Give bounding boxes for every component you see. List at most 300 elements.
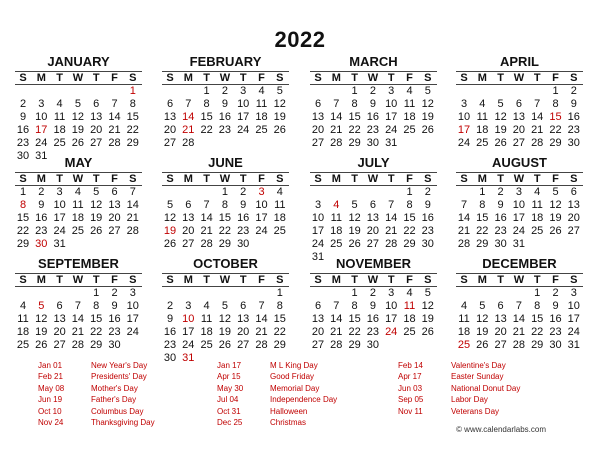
calendar-day: 30 bbox=[163, 352, 177, 364]
calendar-day: 24 bbox=[53, 225, 66, 237]
weekday-label: S bbox=[166, 274, 174, 286]
calendar-day: 25 bbox=[53, 137, 66, 149]
calendar-day: 10 bbox=[512, 199, 526, 211]
calendar-day: 21 bbox=[385, 225, 398, 237]
holiday-name: Memorial Day bbox=[270, 383, 320, 393]
weekday-label: M bbox=[36, 72, 46, 84]
weekday-label: S bbox=[129, 72, 137, 84]
calendar-day: 10 bbox=[567, 300, 580, 312]
calendar-day: 13 bbox=[366, 212, 380, 224]
calendar-day: 7 bbox=[388, 199, 395, 211]
calendar-day: 22 bbox=[348, 326, 361, 338]
holiday-date-label: Nov 11 bbox=[398, 406, 423, 416]
calendar-day: 27 bbox=[512, 137, 526, 149]
calendar-day: 13 bbox=[311, 111, 325, 123]
holiday-date-label: Jan 01 bbox=[38, 361, 63, 370]
calendar-day: 27 bbox=[366, 238, 380, 250]
calendar-day: 2 bbox=[19, 98, 27, 110]
calendar-day: 12 bbox=[218, 313, 232, 325]
calendar-day: 8 bbox=[479, 199, 486, 211]
calendar-day: 2 bbox=[570, 85, 577, 97]
calendar-day: 8 bbox=[351, 300, 358, 312]
weekday-label: W bbox=[72, 173, 84, 185]
calendar-day: 13 bbox=[311, 313, 325, 325]
calendar-day: 15 bbox=[531, 313, 544, 325]
calendar-day: 12 bbox=[273, 98, 286, 110]
weekday-label: M bbox=[183, 274, 193, 286]
calendar-day: 29 bbox=[273, 339, 286, 351]
calendar-day: 5 bbox=[424, 287, 431, 299]
calendar-day: 25 bbox=[200, 339, 213, 351]
weekday-label: F bbox=[552, 72, 559, 84]
calendar-day: 5 bbox=[276, 85, 283, 97]
calendar-day: 8 bbox=[276, 300, 283, 312]
weekday-label: W bbox=[513, 274, 525, 286]
calendar-day: 24 bbox=[237, 124, 250, 136]
calendar-day: 22 bbox=[126, 124, 139, 136]
calendar-day: 15 bbox=[476, 212, 489, 224]
calendar-day: 2 bbox=[166, 300, 174, 312]
calendar-day: 16 bbox=[366, 111, 380, 123]
calendar-day: 16 bbox=[567, 111, 580, 123]
calendar-day: 24 bbox=[385, 124, 398, 136]
calendar-day: 4 bbox=[460, 300, 468, 312]
holiday-name: Presidents' Day bbox=[91, 372, 147, 382]
calendar-day: 23 bbox=[549, 326, 562, 338]
calendar-day: 16 bbox=[108, 313, 121, 325]
calendar-day: 30 bbox=[567, 137, 580, 149]
calendar-day: 15 bbox=[90, 313, 103, 325]
calendar-day: 21 bbox=[531, 124, 544, 136]
calendar-day: 4 bbox=[56, 98, 63, 110]
calendar-day: 6 bbox=[166, 98, 174, 110]
holiday-name: M L King Day bbox=[270, 361, 318, 370]
calendar-day: 28 bbox=[255, 339, 268, 351]
calendar-day: 25 bbox=[71, 225, 85, 237]
holiday-name: National Donut Day bbox=[451, 383, 521, 393]
calendar-day: 20 bbox=[512, 124, 526, 136]
calendar-day: 15 bbox=[403, 212, 416, 224]
holiday-date-label: Jun 03 bbox=[398, 383, 423, 393]
holiday-name: Labor Day bbox=[451, 395, 488, 405]
calendar-day: 27 bbox=[311, 339, 325, 351]
holiday-date-label: May 30 bbox=[217, 383, 244, 393]
calendar-day: 22 bbox=[218, 225, 232, 237]
calendar-day: 9 bbox=[221, 98, 228, 110]
calendar-day: 9 bbox=[369, 300, 376, 312]
holiday-name: Columbus Day bbox=[91, 406, 144, 416]
weekday-label: S bbox=[460, 274, 468, 286]
calendar-day: 6 bbox=[314, 98, 322, 110]
calendar-day: 1 bbox=[276, 287, 283, 299]
calendar-day: 19 bbox=[549, 212, 562, 224]
footer-credit[interactable]: © www.calendarlabs.com bbox=[456, 425, 546, 434]
calendar-day: 11 bbox=[72, 199, 84, 211]
weekday-header bbox=[15, 71, 142, 85]
holiday-date-label: Oct 10 bbox=[38, 406, 62, 416]
calendar-day: 7 bbox=[515, 300, 522, 312]
calendar-day: 2 bbox=[497, 186, 504, 198]
calendar-day: 24 bbox=[512, 225, 526, 237]
weekday-label: T bbox=[533, 173, 541, 185]
calendar-day: 8 bbox=[406, 199, 413, 211]
holiday-name: Easter Sunday bbox=[451, 372, 504, 382]
calendar-day: 3 bbox=[314, 199, 322, 211]
calendar-day: 1 bbox=[479, 186, 486, 198]
calendar-day: 24 bbox=[311, 238, 325, 250]
calendar-day: 7 bbox=[333, 300, 340, 312]
calendar-day: 30 bbox=[237, 238, 250, 250]
calendar-day: 2 bbox=[369, 287, 376, 299]
weekday-label: S bbox=[424, 72, 432, 84]
weekday-label: S bbox=[276, 173, 284, 185]
weekday-label: F bbox=[552, 274, 559, 286]
holiday-date: 5 bbox=[38, 300, 45, 312]
calendar-day: 10 bbox=[457, 111, 471, 123]
calendar-day: 16 bbox=[218, 111, 232, 123]
weekday-label: F bbox=[258, 72, 265, 84]
month-name: AUGUST bbox=[492, 155, 547, 170]
holiday-date-label: Apr 17 bbox=[398, 372, 422, 382]
calendar-day: 3 bbox=[460, 98, 468, 110]
calendar-day: 20 bbox=[494, 326, 507, 338]
calendar-day: 6 bbox=[240, 300, 247, 312]
weekday-label: S bbox=[166, 173, 174, 185]
calendar-day: 10 bbox=[126, 300, 139, 312]
weekday-label: F bbox=[406, 72, 413, 84]
weekday-label: W bbox=[513, 173, 525, 185]
holiday-date: 10 bbox=[182, 313, 195, 325]
weekday-label: W bbox=[72, 274, 84, 286]
calendar-day: 4 bbox=[203, 300, 210, 312]
calendar-day: 1 bbox=[534, 287, 541, 299]
calendar-day: 9 bbox=[240, 199, 247, 211]
calendar-day: 17 bbox=[512, 212, 526, 224]
weekday-label: T bbox=[387, 173, 395, 185]
weekday-label: W bbox=[367, 173, 379, 185]
calendar-day: 23 bbox=[366, 124, 380, 136]
calendar-day: 18 bbox=[16, 326, 30, 338]
calendar-day: 4 bbox=[534, 186, 541, 198]
calendar-day: 11 bbox=[403, 98, 416, 110]
calendar-day: 13 bbox=[90, 111, 103, 123]
holiday-date-label: Feb 14 bbox=[398, 361, 423, 370]
calendar-day: 4 bbox=[406, 85, 413, 97]
holiday-date: 4 bbox=[333, 199, 340, 211]
holiday-date: 17 bbox=[35, 124, 48, 136]
holiday-date: 8 bbox=[19, 199, 27, 211]
calendar-day: 28 bbox=[385, 238, 398, 250]
calendar-day: 31 bbox=[53, 238, 66, 250]
calendar-day: 10 bbox=[385, 98, 398, 110]
calendar-day: 8 bbox=[221, 199, 228, 211]
calendar-day: 7 bbox=[534, 98, 541, 110]
calendar-day: 24 bbox=[457, 137, 471, 149]
calendar-day: 12 bbox=[421, 98, 434, 110]
calendar-day: 12 bbox=[421, 300, 434, 312]
weekday-label: T bbox=[497, 173, 504, 185]
calendar-day: 1 bbox=[406, 186, 413, 198]
calendar-day: 7 bbox=[258, 300, 265, 312]
weekday-label: S bbox=[19, 173, 27, 185]
calendar-day: 18 bbox=[200, 326, 213, 338]
weekday-label: S bbox=[570, 72, 578, 84]
calendar-day: 27 bbox=[311, 137, 325, 149]
holiday-date-label: May 08 bbox=[38, 383, 65, 393]
calendar-day: 9 bbox=[19, 111, 27, 123]
calendar-day: 15 bbox=[16, 212, 30, 224]
weekday-header bbox=[162, 273, 289, 287]
calendar-day: 16 bbox=[35, 212, 48, 224]
holiday-name: Father's Day bbox=[91, 395, 137, 405]
calendar-day: 29 bbox=[549, 137, 562, 149]
calendar-day: 25 bbox=[476, 137, 489, 149]
weekday-label: S bbox=[314, 72, 322, 84]
calendar-day: 27 bbox=[237, 339, 250, 351]
holiday-date: 14 bbox=[182, 111, 195, 123]
calendar-day: 16 bbox=[16, 124, 30, 136]
calendar-day: 21 bbox=[457, 225, 471, 237]
calendar-day: 6 bbox=[93, 98, 100, 110]
weekday-label: S bbox=[460, 173, 468, 185]
calendar-day: 2 bbox=[111, 287, 118, 299]
holiday-date-label: Oct 31 bbox=[217, 406, 241, 416]
calendar-day: 13 bbox=[53, 313, 66, 325]
calendar-day: 8 bbox=[129, 98, 136, 110]
calendar-day: 13 bbox=[567, 199, 580, 211]
calendar-day: 9 bbox=[111, 300, 118, 312]
calendar-day: 23 bbox=[567, 124, 580, 136]
calendar-day: 15 bbox=[348, 313, 361, 325]
weekday-label: S bbox=[424, 274, 432, 286]
calendar-day: 25 bbox=[16, 339, 30, 351]
calendar-day: 21 bbox=[330, 124, 343, 136]
calendar-day: 28 bbox=[108, 137, 121, 149]
calendar-day: 21 bbox=[512, 326, 526, 338]
calendar-day: 20 bbox=[108, 212, 121, 224]
month-name: FEBRUARY bbox=[189, 54, 262, 69]
weekday-label: S bbox=[129, 274, 137, 286]
weekday-label: F bbox=[111, 72, 118, 84]
weekday-label: M bbox=[183, 173, 193, 185]
weekday-label: T bbox=[203, 173, 210, 185]
weekday-label: W bbox=[219, 72, 231, 84]
calendar-day: 17 bbox=[126, 313, 139, 325]
calendar-day: 21 bbox=[255, 326, 268, 338]
weekday-header bbox=[456, 273, 583, 287]
month-name: DECEMBER bbox=[482, 256, 557, 271]
calendar-day: 6 bbox=[369, 199, 376, 211]
calendar-day: 2 bbox=[240, 186, 247, 198]
calendar-day: 17 bbox=[182, 326, 195, 338]
calendar-day: 12 bbox=[549, 199, 562, 211]
calendar-day: 14 bbox=[385, 212, 398, 224]
weekday-header bbox=[456, 172, 583, 186]
weekday-label: W bbox=[513, 72, 525, 84]
calendar-day: 17 bbox=[385, 313, 398, 325]
calendar-day: 21 bbox=[200, 225, 213, 237]
month-name: JULY bbox=[357, 155, 390, 170]
holiday-date: 17 bbox=[457, 124, 471, 136]
calendar-day: 13 bbox=[108, 199, 121, 211]
calendar-day: 2 bbox=[369, 85, 376, 97]
calendar-day: 30 bbox=[366, 137, 380, 149]
calendar-day: 28 bbox=[182, 137, 195, 149]
weekday-header bbox=[15, 172, 142, 186]
calendar-day: 19 bbox=[476, 326, 489, 338]
month-name: OCTOBER bbox=[193, 256, 258, 271]
calendar-day: 12 bbox=[35, 313, 48, 325]
calendar-day: 19 bbox=[494, 124, 507, 136]
calendar-day: 23 bbox=[163, 339, 177, 351]
calendar-day: 1 bbox=[221, 186, 228, 198]
calendar-day: 5 bbox=[74, 98, 81, 110]
weekday-label: T bbox=[92, 274, 100, 286]
month-name: NOVEMBER bbox=[335, 256, 412, 271]
calendar-day: 28 bbox=[330, 339, 343, 351]
calendar-day: 9 bbox=[570, 98, 577, 110]
calendar-day: 20 bbox=[90, 124, 103, 136]
weekday-header bbox=[310, 172, 437, 186]
weekday-label: T bbox=[56, 274, 63, 286]
calendar-day: 3 bbox=[56, 186, 63, 198]
calendar-day: 24 bbox=[567, 326, 580, 338]
calendar-day: 7 bbox=[129, 186, 136, 198]
calendar-day: 29 bbox=[126, 137, 139, 149]
calendar-day: 12 bbox=[476, 313, 489, 325]
calendar-day: 18 bbox=[53, 124, 66, 136]
calendar-day: 13 bbox=[512, 111, 526, 123]
calendar-day: 8 bbox=[351, 98, 358, 110]
calendar-day: 14 bbox=[512, 313, 526, 325]
calendar-day: 23 bbox=[108, 326, 121, 338]
weekday-label: T bbox=[92, 72, 100, 84]
calendar-day: 7 bbox=[203, 199, 210, 211]
calendar-day: 3 bbox=[240, 85, 247, 97]
calendar-day: 11 bbox=[274, 199, 286, 211]
calendar-day: 27 bbox=[108, 225, 121, 237]
weekday-label: T bbox=[92, 173, 100, 185]
calendar-day: 3 bbox=[388, 287, 395, 299]
calendar-day: 22 bbox=[549, 124, 562, 136]
weekday-label: T bbox=[351, 173, 358, 185]
calendar-day: 9 bbox=[369, 98, 376, 110]
calendar-day: 18 bbox=[273, 212, 286, 224]
weekday-label: T bbox=[203, 72, 210, 84]
calendar-day: 22 bbox=[348, 124, 361, 136]
weekday-header bbox=[162, 172, 289, 186]
calendar-day: 26 bbox=[35, 339, 48, 351]
calendar-day: 28 bbox=[330, 137, 343, 149]
calendar-day: 9 bbox=[38, 199, 45, 211]
weekday-label: T bbox=[387, 72, 395, 84]
holiday-date-label: Jan 17 bbox=[217, 361, 242, 370]
calendar-day: 20 bbox=[366, 225, 380, 237]
calendar-day: 15 bbox=[200, 111, 213, 123]
calendar-day: 20 bbox=[567, 212, 580, 224]
weekday-label: F bbox=[111, 173, 118, 185]
calendar-day: 24 bbox=[35, 137, 48, 149]
calendar-day: 23 bbox=[494, 225, 507, 237]
calendar-day: 26 bbox=[218, 339, 232, 351]
month-name: MARCH bbox=[349, 54, 398, 69]
calendar-day: 16 bbox=[237, 212, 250, 224]
calendar-day: 12 bbox=[494, 111, 507, 123]
calendar-day: 14 bbox=[200, 212, 213, 224]
calendar-day: 6 bbox=[570, 186, 577, 198]
calendar-day: 7 bbox=[460, 199, 468, 211]
calendar-day: 11 bbox=[17, 313, 29, 325]
calendar-day: 9 bbox=[552, 300, 559, 312]
calendar-day: 23 bbox=[16, 137, 30, 149]
calendar-day: 31 bbox=[35, 150, 48, 162]
weekday-label: M bbox=[183, 72, 193, 84]
calendar-day: 18 bbox=[71, 212, 85, 224]
weekday-label: T bbox=[387, 274, 395, 286]
weekday-label: T bbox=[239, 173, 247, 185]
calendar-day: 7 bbox=[333, 98, 340, 110]
weekday-label: M bbox=[36, 274, 46, 286]
calendar-day: 17 bbox=[385, 111, 398, 123]
calendar-day: 28 bbox=[200, 238, 213, 250]
weekday-label: M bbox=[477, 274, 487, 286]
month-name: MAY bbox=[64, 155, 93, 170]
holiday-name: Veterans Day bbox=[451, 406, 500, 416]
calendar-day: 23 bbox=[237, 225, 250, 237]
weekday-label: T bbox=[239, 72, 247, 84]
calendar-day: 12 bbox=[71, 111, 85, 123]
calendar-day: 23 bbox=[366, 326, 380, 338]
calendar-day: 11 bbox=[531, 199, 543, 211]
holiday-date: 11 bbox=[403, 300, 416, 312]
calendar-day: 20 bbox=[163, 124, 177, 136]
calendar-day: 15 bbox=[218, 212, 232, 224]
weekday-label: S bbox=[129, 173, 137, 185]
calendar-day: 17 bbox=[311, 225, 325, 237]
calendar-day: 5 bbox=[424, 85, 431, 97]
weekday-label: T bbox=[56, 173, 63, 185]
month-name: SEPTEMBER bbox=[38, 256, 119, 271]
calendar-day: 10 bbox=[35, 111, 48, 123]
calendar-day: 1 bbox=[203, 85, 210, 97]
calendar-day: 14 bbox=[330, 313, 343, 325]
calendar-day: 16 bbox=[421, 212, 434, 224]
calendar-day: 10 bbox=[237, 98, 250, 110]
calendar-day: 5 bbox=[221, 300, 228, 312]
holiday-date-label: Feb 21 bbox=[38, 372, 63, 382]
calendar-day: 18 bbox=[255, 111, 268, 123]
calendar-day: 23 bbox=[35, 225, 48, 237]
holiday-date-label: Sep 05 bbox=[398, 395, 424, 405]
calendar-day: 29 bbox=[218, 238, 232, 250]
weekday-label: T bbox=[533, 274, 541, 286]
calendar-day: 6 bbox=[111, 186, 118, 198]
calendar-day: 16 bbox=[163, 326, 177, 338]
calendar-day: 20 bbox=[182, 225, 195, 237]
weekday-label: T bbox=[497, 72, 504, 84]
calendar-day: 18 bbox=[476, 124, 489, 136]
calendar-day: 12 bbox=[90, 199, 103, 211]
weekday-header bbox=[15, 273, 142, 287]
weekday-label: W bbox=[72, 72, 84, 84]
calendar-day: 18 bbox=[403, 313, 416, 325]
calendar-day: 8 bbox=[203, 98, 210, 110]
calendar-day: 2 bbox=[552, 287, 559, 299]
weekday-label: T bbox=[533, 72, 541, 84]
calendar-day: 28 bbox=[71, 339, 85, 351]
calendar-day: 5 bbox=[166, 199, 174, 211]
weekday-label: F bbox=[258, 173, 265, 185]
